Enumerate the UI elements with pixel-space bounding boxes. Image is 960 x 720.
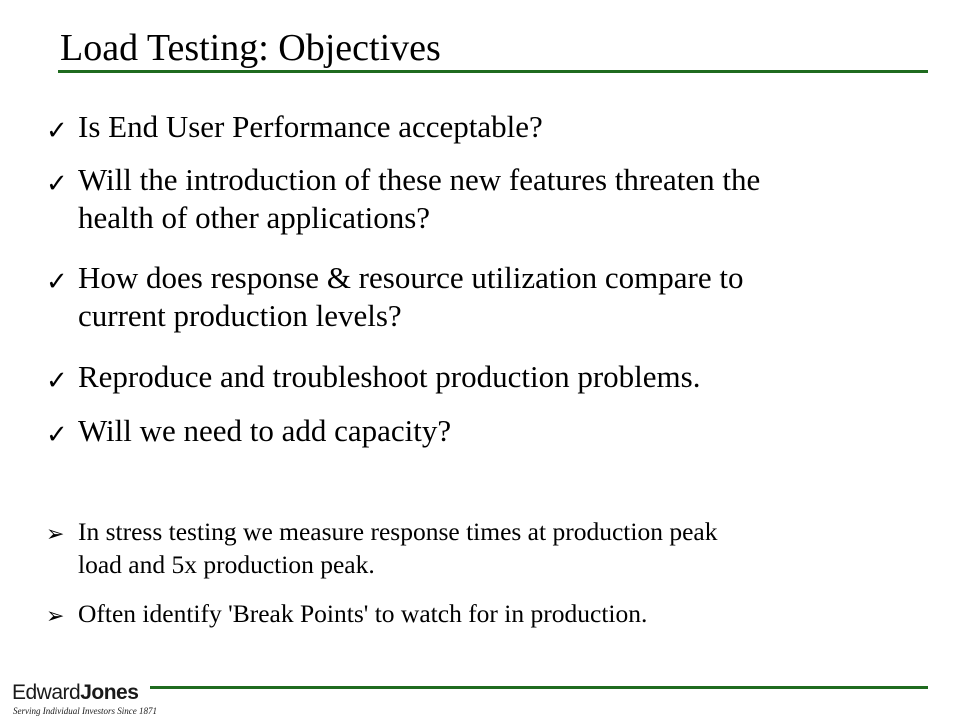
checkmark-icon: ✓	[46, 116, 68, 146]
bullet-line: Reproduce and troubleshoot production problems.	[78, 359, 701, 394]
checkmark-icon: ✓	[46, 267, 68, 297]
footer-divider	[150, 686, 928, 689]
sub-bullet-line: load and 5x production peak.	[78, 550, 375, 579]
sub-bullet-line: Often identify 'Break Points' to watch for in production.	[78, 599, 648, 628]
slide-title: Load Testing: Objectives	[60, 27, 441, 69]
checkmark-icon: ✓	[46, 366, 68, 396]
bullet-line: How does response & resource utilization compare to	[78, 260, 744, 295]
checkmark-icon: ✓	[46, 420, 68, 450]
logo-last-name: Jones	[80, 681, 139, 704]
sub-bullet-line: In stress testing we measure response times at production peak	[78, 517, 718, 546]
bullet-line: Will we need to add capacity?	[78, 413, 452, 448]
arrow-bullet-icon: ➢	[46, 522, 65, 547]
arrow-bullet-icon: ➢	[46, 604, 65, 629]
checkmark-icon: ✓	[46, 169, 68, 199]
edward-jones-logo	[12, 681, 157, 717]
bullet-line: health of other applications?	[78, 200, 431, 235]
bullet-line: current production levels?	[78, 298, 402, 333]
logo-first-name: Edward	[12, 681, 81, 704]
bullet-line: Is End User Performance acceptable?	[78, 109, 543, 144]
logo-tagline: Serving Individual Investors Since 1871	[13, 706, 157, 716]
bullet-line: Will the introduction of these new features threaten the	[78, 162, 761, 197]
